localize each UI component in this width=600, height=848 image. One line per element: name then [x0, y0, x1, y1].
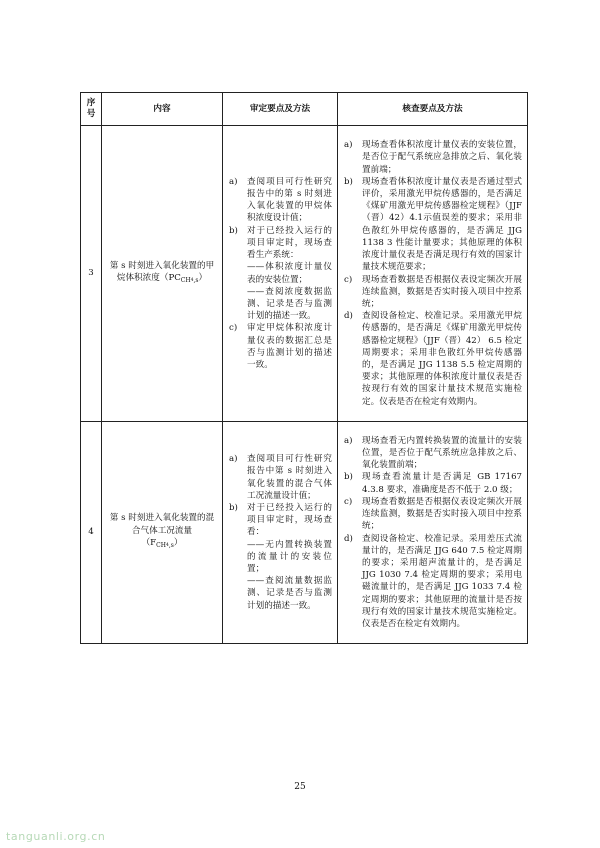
- audit-item-marker: a): [229, 454, 238, 465]
- audit-item-text: 审定甲烷体积浓度计量仪表的数据汇总是否与监测计划的描述一致。: [247, 323, 332, 370]
- check-item-text: 现场查看无内置转换装置的流量计的安装位置，是否位于配气系统应急排放之后、氧化装置前端；: [362, 435, 522, 471]
- row-check: [338, 422, 528, 644]
- check-list: [338, 433, 527, 632]
- check-item-text: 现场查看流量计是否满足 GB 17167 4.3.8 要求，准确度是否不低于 2.0 级；: [362, 472, 522, 495]
- check-item-marker: d): [344, 311, 353, 322]
- check-item-text: 现场查看数据是否根据仪表设定频次开展连续监测，数据是否实时接入项目中控系统；: [362, 274, 522, 309]
- audit-item: [229, 322, 332, 371]
- check-item: [344, 533, 522, 631]
- check-item: [344, 176, 522, 274]
- check-item-text: 现场查看体积浓度计量仪表的安装位置，是否位于配气系统应急排放之后、氧化装置前端；: [362, 140, 522, 175]
- row-number: 4: [81, 422, 102, 644]
- table-header-row: [81, 93, 528, 126]
- row-audit: [223, 126, 338, 422]
- audit-item-text: 查阅项目可行性研究报告中第 s 时刻进入氧化装置的混合气体工况流量设计值；: [247, 454, 332, 501]
- table-row: [81, 126, 528, 422]
- content-text: 第 s 时刻进入氧化装置的混合气体工况流量 $(F_{CH}4_{,s})$: [109, 513, 215, 550]
- check-item-marker: a): [344, 140, 353, 151]
- table-row: [81, 422, 528, 644]
- check-item: [344, 496, 522, 533]
- audit-item-text: 对于已经投入运行的项目审定时，现场查看： ——无内置转换装置的流量计的安装位置； ——查阅流量数据监测、记录是否与监测计划的描述一致。: [247, 502, 332, 611]
- check-item: [344, 274, 522, 311]
- check-item: [344, 435, 522, 472]
- row-number: 3: [81, 126, 102, 422]
- audit-item-text: 对于已经投入运行的项目审定时，现场查看生产系统： ——体积浓度计量仪表的安装位置； ——查阅浓度数据监测、记录是否与监测计划的描述一致。: [247, 225, 332, 322]
- check-item: [344, 471, 522, 495]
- header-content: 内容: [102, 93, 223, 126]
- audit-item: [229, 502, 332, 612]
- audit-item: [229, 225, 332, 323]
- check-item-text: 现场查看体积浓度计量仪表是否通过型式评价，采用激光甲烷传感器的，是否满足《煤矿用激光甲烷传感器检定规程》（JJF（晋）42）4.1示值误差的要求；采用非色散红外甲烷传感器的，是否满足 JJG 1138 3 性能计量要求；其他原理的体积浓度计量仪表是否满足现行有效的国家计量技术规范要求；: [362, 176, 522, 273]
- audit-item: [229, 453, 332, 502]
- header-check: 核查要点及方法: [338, 93, 528, 126]
- check-item-marker: b): [344, 176, 353, 187]
- check-item: [344, 139, 522, 176]
- page-number: 25: [294, 782, 306, 792]
- audit-item-marker: b): [229, 502, 238, 513]
- audit-item-marker: b): [229, 225, 238, 236]
- content-text: 第 s 时刻进入氧化装置的甲烷体积浓度$(PC_{CH}4_{,s})$: [109, 260, 215, 284]
- audit-table: [80, 92, 528, 644]
- check-item-marker: d): [344, 533, 353, 544]
- audit-item-text: 查阅项目可行性研究报告中的第 s 时刻进入氧化装置的甲烷体积浓度设计值；: [247, 176, 332, 224]
- check-item-text: 现场查看数据是否根据仪表设定频次开展连续监测，数据是否实时接入项目中控系统；: [362, 496, 522, 532]
- check-list: [338, 137, 527, 409]
- audit-item-marker: a): [229, 176, 238, 187]
- check-item: [344, 310, 522, 408]
- watermark: tanguanli.org.cn: [6, 830, 106, 843]
- audit-item: [229, 176, 332, 225]
- row-content: [102, 422, 223, 644]
- row-content: [102, 126, 223, 422]
- check-item-marker: b): [344, 472, 353, 483]
- check-item-text: 查阅设备检定、校准记录。采用激光甲烷传感器的，是否满足《煤矿用激光甲烷传感器检定规程》（JJF（晋）42） 6.5 检定周期要求；采用非色散红外甲烷传感器的，是否满足 JJG 1138 5.5 检定周期的要求；其他原理的体积浓度计量仪表是否按现行有效的国家计量技术规范实施检定。仪表是否在检定有效期内。: [362, 311, 522, 407]
- row-audit: [223, 422, 338, 644]
- header-number-text: 序号: [86, 97, 96, 119]
- check-item-text: 查阅设备检定、校准记录。采用差压式流量计的，是否满足 JJG 640 7.5 检定周期的要求；采用超声流量计的，是否满足 JJG 1030 7.4 检定周期的要求；采用电磁流量计的，是否满足 JJG 1033 7.4 检定周期的要求；其他原理的流量计是否按现行有效的国家计量技术规范实施检定。仪表是否在检定有效期内。: [362, 533, 522, 629]
- check-item-marker: c): [344, 274, 353, 285]
- header-number: [81, 93, 102, 126]
- row-check: [338, 126, 528, 422]
- audit-item-marker: c): [229, 323, 238, 334]
- audit-list: [223, 174, 337, 373]
- check-item-marker: c): [344, 496, 353, 507]
- audit-list: [223, 451, 337, 614]
- check-item-marker: a): [344, 435, 353, 446]
- header-audit: 审定要点及方法: [223, 93, 338, 126]
